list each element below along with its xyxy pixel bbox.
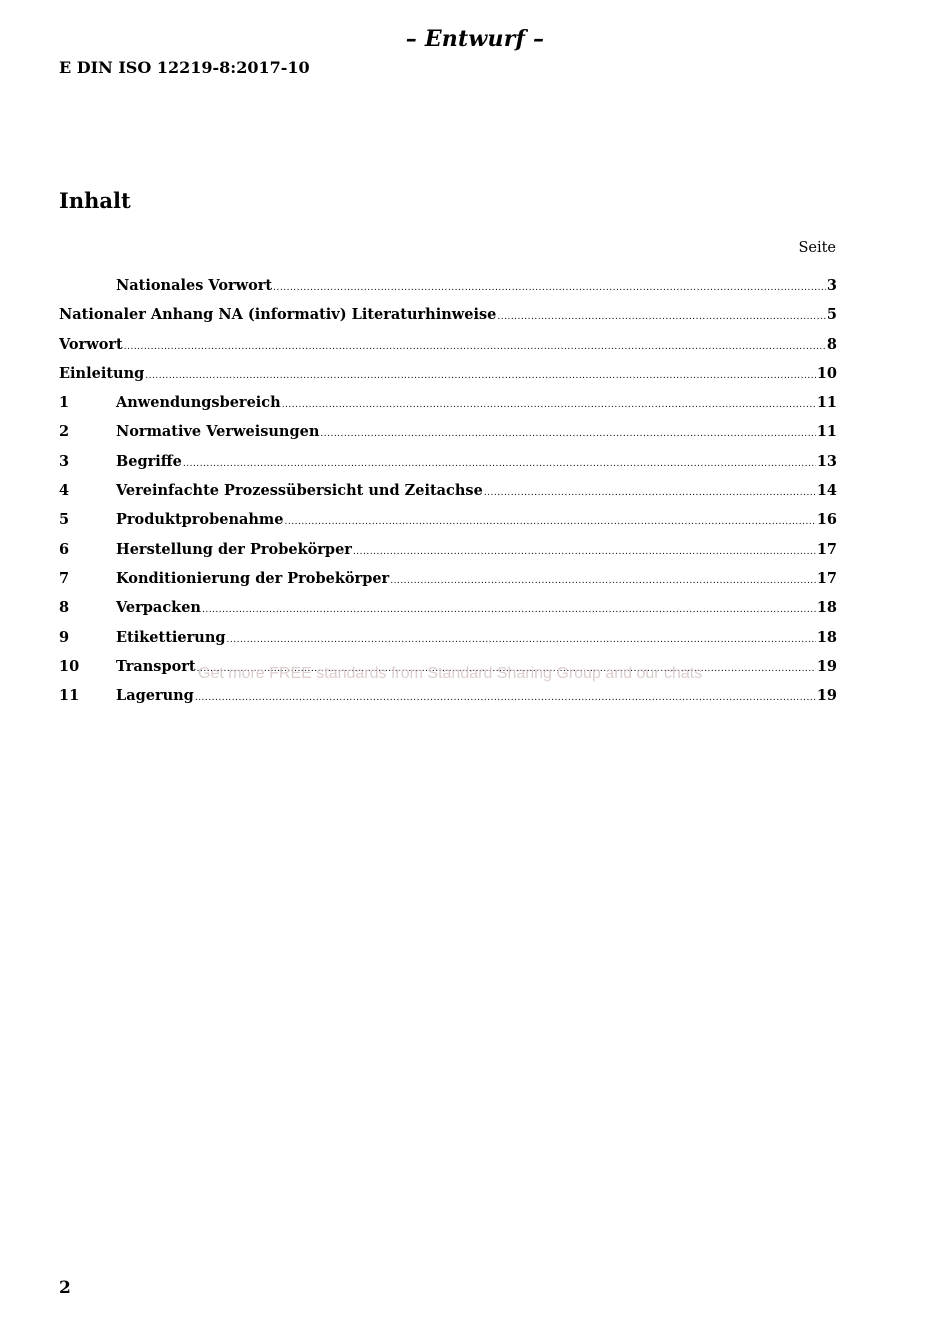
toc-entry-number: 4	[59, 482, 70, 500]
toc-entry-title: Konditionierung der Probekörper	[116, 569, 390, 587]
toc-dot-leader	[285, 517, 816, 527]
toc-dot-leader	[124, 342, 826, 352]
page-column-label: Seite	[798, 240, 836, 256]
toc-entry[interactable]	[59, 306, 837, 335]
watermark-text: Get more FREE standards from Standard Sharing Group and our chats	[198, 665, 703, 682]
toc-entry-page: 11	[816, 423, 837, 441]
table-of-contents	[59, 277, 837, 716]
toc-entry-title: Herstellung der Probekörper	[116, 540, 352, 558]
draft-label: – Entwurf –	[405, 26, 545, 52]
toc-entry-page: 3	[826, 277, 837, 294]
toc-entry-number: 11	[59, 687, 80, 705]
toc-entry[interactable]	[59, 277, 837, 306]
toc-entry-number: 1	[59, 394, 70, 412]
toc-entry-title: Vorwort	[59, 335, 123, 353]
toc-dot-leader	[390, 576, 816, 586]
toc-entry[interactable]	[59, 511, 837, 540]
toc-entry-number: 3	[59, 452, 70, 470]
toc-entry-page: 8	[826, 335, 837, 353]
toc-entry-title: Lagerung	[116, 687, 194, 705]
toc-dot-leader	[497, 312, 826, 322]
toc-entry-page: 19	[816, 687, 837, 705]
toc-entry-number: 7	[59, 569, 70, 587]
toc-dot-leader	[282, 400, 816, 410]
toc-entry[interactable]	[59, 423, 837, 452]
toc-entry[interactable]	[59, 629, 837, 658]
toc-dot-leader	[273, 283, 826, 293]
toc-entry[interactable]	[59, 453, 837, 482]
toc-entry-page: 16	[816, 511, 837, 529]
toc-entry-page: 17	[816, 569, 837, 587]
toc-entry[interactable]	[59, 599, 837, 628]
toc-dot-leader	[145, 371, 816, 381]
toc-heading: Inhalt	[59, 188, 131, 213]
toc-entry-title: Anwendungsbereich	[116, 394, 281, 412]
toc-entry-page: 19	[816, 657, 837, 675]
toc-entry-title: Nationaler Anhang NA (informativ) Literaturhinweise	[59, 306, 497, 324]
toc-entry-title: Normative Verweisungen	[116, 423, 320, 441]
toc-entry-number: 6	[59, 540, 70, 558]
toc-entry-title: Begriffe	[116, 452, 182, 470]
toc-entry-page: 5	[826, 306, 837, 324]
toc-entry-title: Etikettierung	[116, 628, 226, 646]
toc-dot-leader	[202, 605, 816, 615]
toc-entry-title: Nationales Vorwort	[116, 277, 273, 294]
toc-dot-leader	[353, 547, 816, 557]
toc-entry-page: 11	[816, 394, 837, 412]
toc-entry-number: 9	[59, 628, 70, 646]
toc-entry[interactable]	[59, 365, 837, 394]
toc-entry-title: Transport	[116, 657, 196, 675]
page-number: 2	[59, 1278, 71, 1298]
toc-entry-title: Vereinfachte Prozessübersicht und Zeitachse	[116, 482, 483, 500]
toc-entry-page: 18	[816, 628, 837, 646]
toc-entry[interactable]	[59, 541, 837, 570]
toc-entry[interactable]	[59, 394, 837, 423]
toc-entry-title: Verpacken	[116, 599, 201, 617]
toc-entry-page: 13	[816, 452, 837, 470]
toc-entry-number: 2	[59, 423, 70, 441]
toc-entry-title: Produktprobenahme	[116, 511, 284, 529]
toc-entry-number: 5	[59, 511, 70, 529]
document-id: E DIN ISO 12219-8:2017-10	[59, 58, 310, 77]
toc-entry[interactable]	[59, 336, 837, 365]
toc-entry-number: 8	[59, 599, 70, 617]
toc-entry-page: 10	[816, 364, 837, 382]
toc-entry-page: 18	[816, 599, 837, 617]
toc-entry-title: Einleitung	[59, 364, 145, 382]
toc-entry-page: 14	[816, 482, 837, 500]
toc-dot-leader	[195, 693, 816, 703]
toc-entry[interactable]	[59, 482, 837, 511]
toc-dot-leader	[183, 459, 816, 469]
toc-dot-leader	[484, 488, 816, 498]
toc-entry[interactable]	[59, 687, 837, 716]
toc-entry-page: 17	[816, 540, 837, 558]
toc-entry-number: 10	[59, 657, 80, 675]
toc-dot-leader	[227, 635, 816, 645]
toc-dot-leader	[320, 429, 815, 439]
toc-entry[interactable]	[59, 570, 837, 599]
